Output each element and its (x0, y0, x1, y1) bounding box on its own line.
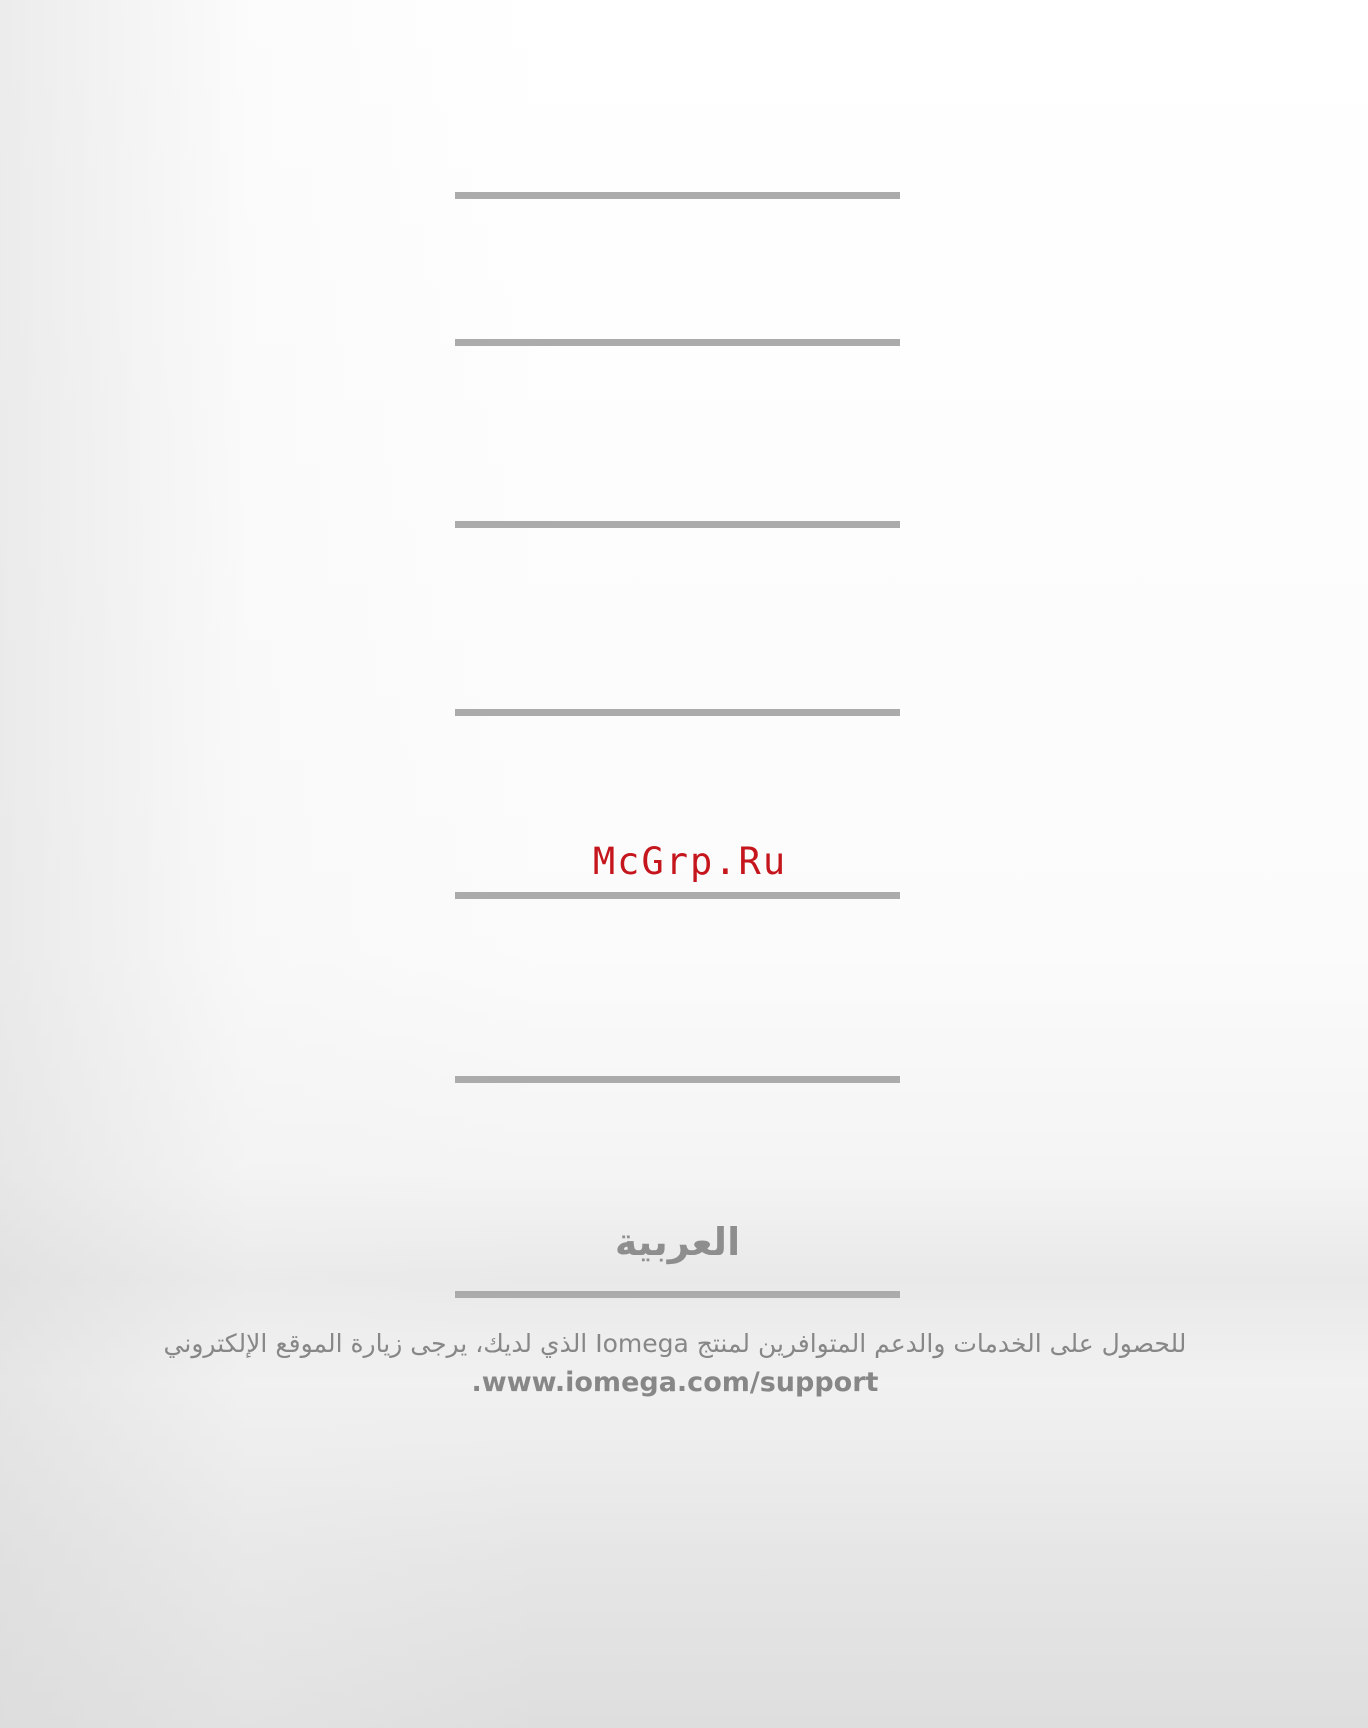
watermark-text: McGrp.Ru (592, 840, 788, 883)
divider-line-7 (455, 1291, 900, 1298)
divider-line-1 (455, 192, 900, 199)
divider-line-3 (455, 521, 900, 528)
divider-line-4 (455, 709, 900, 716)
language-heading: العربية (614, 1220, 741, 1264)
support-url: .www.iomega.com/support (471, 1367, 879, 1398)
support-text: للحصول على الخدمات والدعم المتوافرين لمنتج Iomega الذي لديك، يرجى زيارة الموقع الإلكتروني (163, 1329, 1187, 1358)
divider-line-6 (455, 1076, 900, 1083)
divider-line-2 (455, 339, 900, 346)
divider-line-5 (455, 892, 900, 899)
